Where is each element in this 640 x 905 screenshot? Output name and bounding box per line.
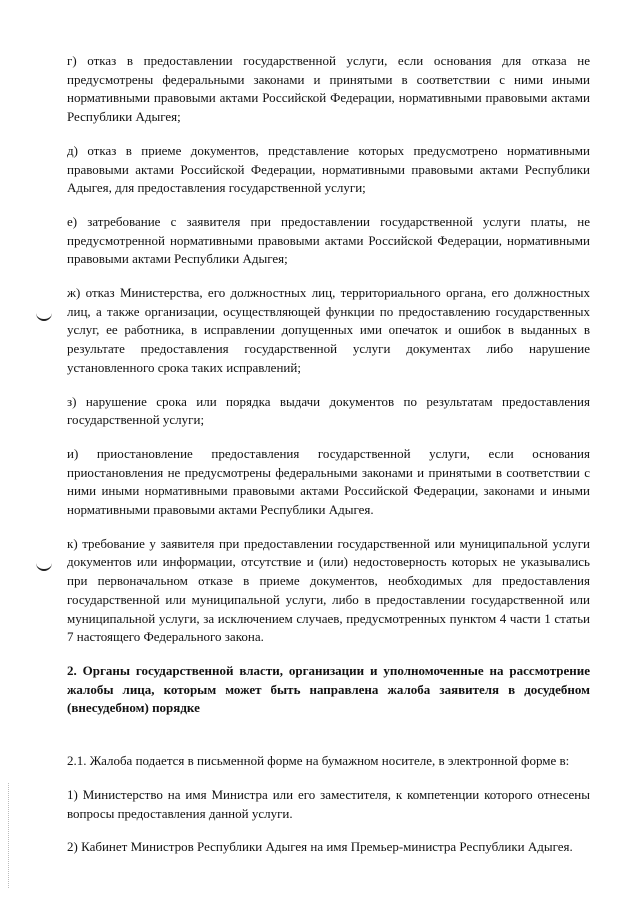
list-item-e: е) затребование с заявителя при предоставлении государственной услуги платы, не предусмотренной нормативными правовыми актами Российской Федерации, нормативными правовыми актами Республики Адыгея; bbox=[67, 213, 590, 267]
margin-mark bbox=[36, 561, 52, 571]
margin-mark bbox=[36, 311, 52, 321]
section-paragraph: 2.1. Жалоба подается в письменной форме на бумажном носителе, в электронной форме в: bbox=[67, 753, 570, 769]
list-item-z: з) нарушение срока или порядка выдачи документов по результатам предоставления государственной услуги; bbox=[67, 393, 590, 428]
section-paragraph: 1) Министерство на имя Министра или его заместителя, к компетенции которого отнесены вопросы предоставления данной услуги. bbox=[67, 786, 590, 821]
section-heading: 2. Органы государственной власти, организации и уполномоченные на рассмотрение жалобы лица, которым может быть направлена жалоба заявителя в досудебном (внесудебном) порядке bbox=[67, 662, 590, 716]
list-item-i: и) приостановление предоставления государственной услуги, если основания приостановления не предусмотрены федеральными законами и принятыми в соответствии с ними иными нормативными правовыми актами Российской Федерации, законами и иными нормативными правовыми актами Республики Адыгея. bbox=[67, 445, 590, 518]
binding-edge-dots bbox=[8, 783, 10, 888]
list-item-g: г) отказ в предоставлении государственной услуги, если основания для отказа не предусмотрены федеральными законами и принятыми в соответствии с ними иными нормативными правовыми актами Российской Федерации, нормативными правовыми актами Республики Адыгея; bbox=[67, 53, 590, 125]
section-paragraph: 2) Кабинет Министров Республики Адыгея на имя Премьер-министра Республики Адыгея. bbox=[67, 839, 573, 855]
list-item-zh: ж) отказ Министерства, его должностных лиц, территориального органа, его должностных лиц, а также организации, осуществляющей функции по предоставлению государственных услуг, ее работника, в исправлении допущенных ими опечаток и ошибок в выданных в результате предоставления государственной услуги документах либо нарушение установленного срока таких исправлений; bbox=[67, 285, 590, 375]
list-item-k: к) требование у заявителя при предоставлении государственной или муниципальной услуги документов или информации, отсутствие и (или) недостоверность которых не указывались при первоначальном отказе в приеме документов, необходимых для предоставления государственной или муниципальной услуги, либо в предоставлении государственной или муниципальной услуги, за исключением случаев, предусмотренных пунктом 4 части 1 статьи 7 настоящего Федерального закона. bbox=[67, 535, 590, 645]
list-item-d: д) отказ в приеме документов, представление которых предусмотрено нормативными правовыми актами Российской Федерации, нормативными правовыми актами Республики Адыгея, для предоставления государственной услуги; bbox=[67, 142, 590, 196]
document-page bbox=[67, 52, 590, 872]
